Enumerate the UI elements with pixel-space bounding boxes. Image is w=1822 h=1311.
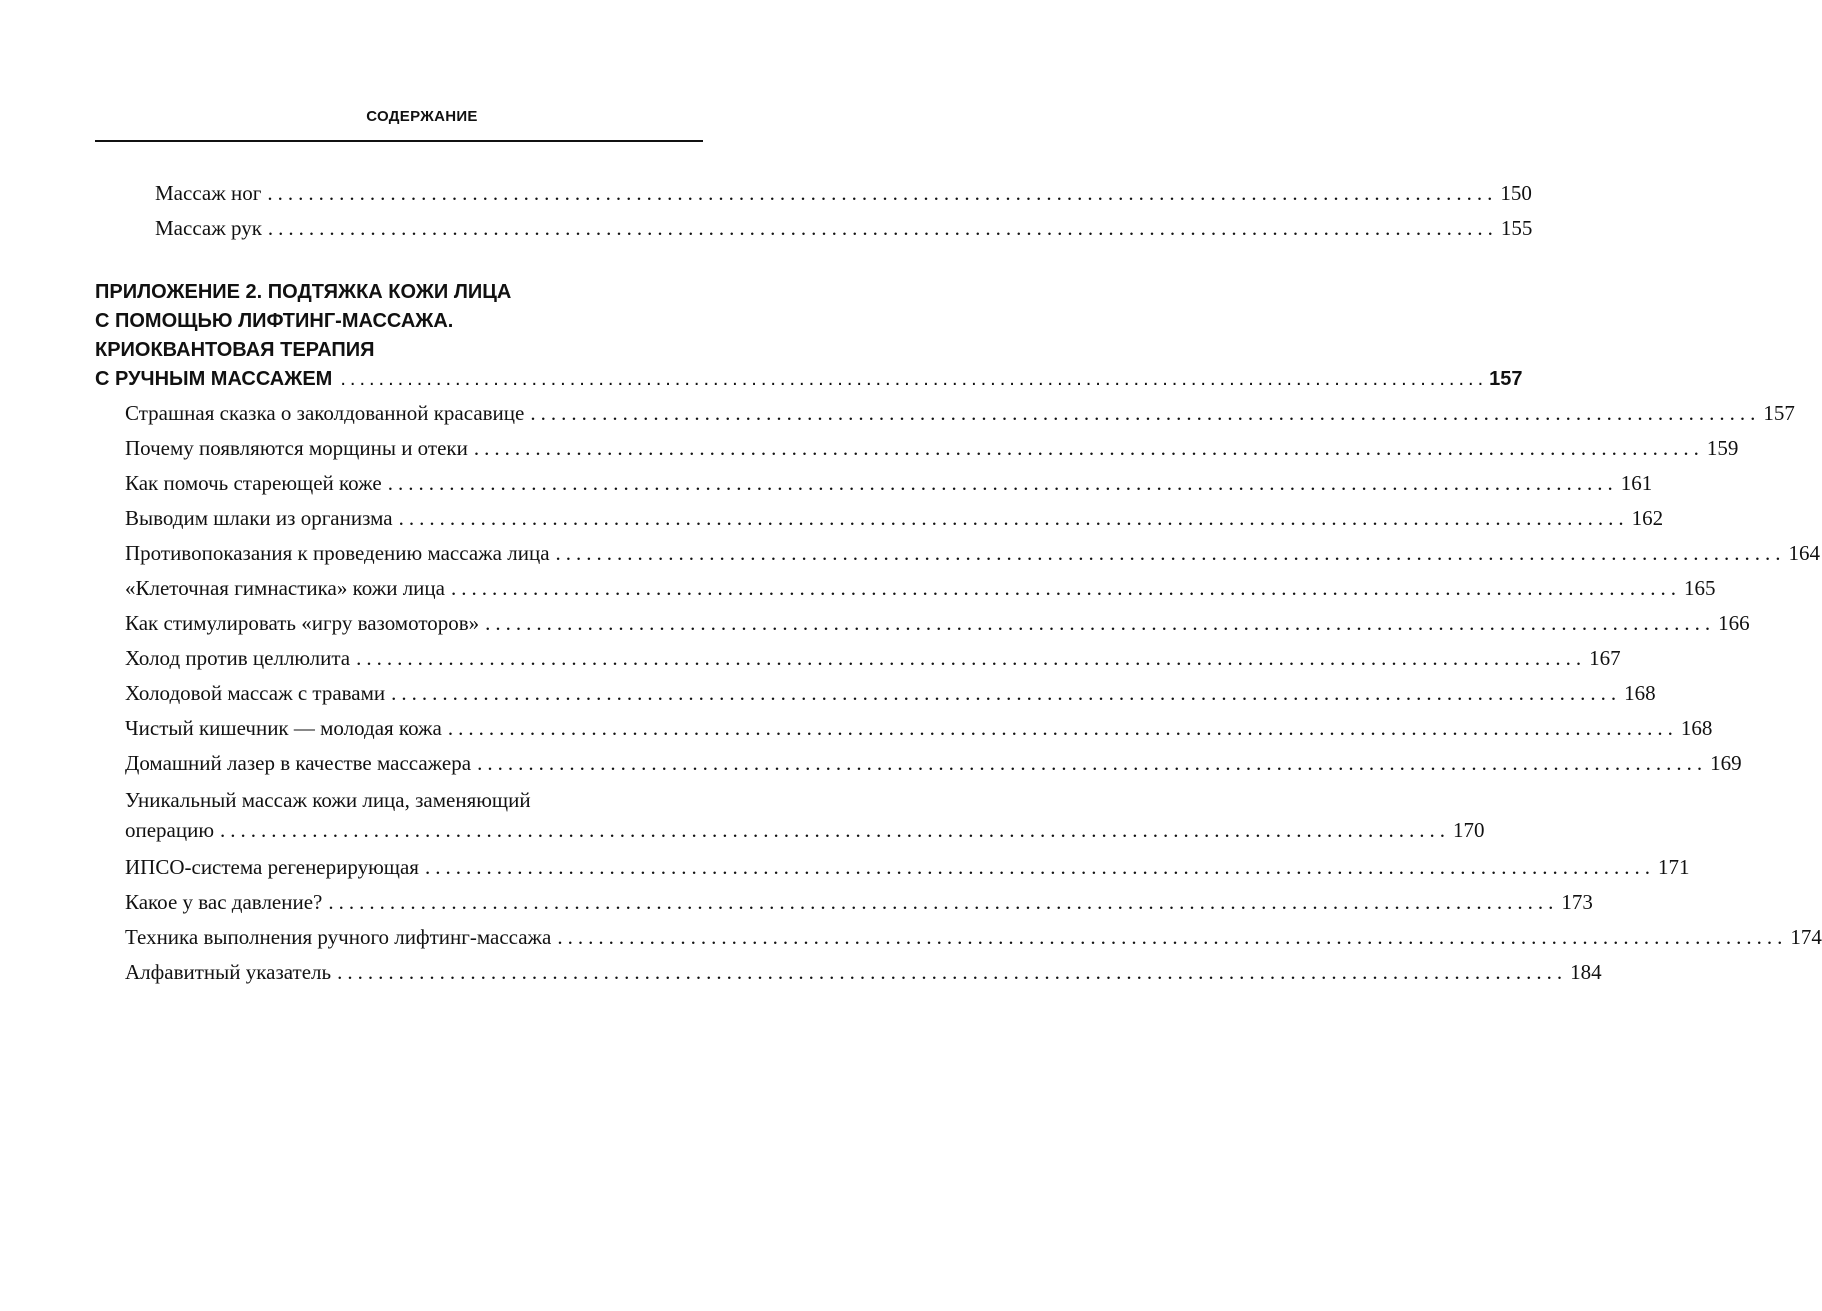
toc-entry-title: Как стимулировать «игру вазомоторов» bbox=[125, 611, 480, 635]
toc-entry-page: 161 bbox=[1620, 471, 1653, 495]
toc-entry bbox=[125, 536, 1821, 571]
toc-entry bbox=[125, 431, 1739, 466]
toc-entry bbox=[125, 885, 1593, 920]
toc-entry bbox=[125, 606, 1750, 641]
dot-leader: ........................................................................................................................ bbox=[391, 681, 1622, 705]
toc-entry bbox=[125, 501, 1664, 536]
running-header: СОДЕРЖАНИЕ bbox=[366, 108, 478, 125]
toc-entry-title-first-line: Уникальный массаж кожи лица, заменяющий bbox=[125, 788, 531, 812]
toc-entry-title: Противопоказания к проведению массажа лица bbox=[125, 541, 550, 565]
dot-leader: ........................................................................................................................ bbox=[555, 541, 1786, 565]
toc-entry-title: ИПСО-система регенерирующая bbox=[125, 855, 419, 879]
appendix-title-line: С РУЧНЫМ МАССАЖЕМ bbox=[95, 368, 333, 390]
dot-leader: ........................................................................................................................ bbox=[337, 960, 1568, 984]
toc-entry-title: Холодовой массаж с травами bbox=[125, 681, 386, 705]
toc-entry-title: Холод против целлюлита bbox=[125, 646, 351, 670]
toc-entry bbox=[125, 571, 1716, 606]
toc-entry-page: 184 bbox=[1570, 960, 1602, 984]
dot-leader: ........................................................................................................................ bbox=[220, 818, 1451, 842]
appendix-title-line: С ПОМОЩЬЮ ЛИФТИНГ-МАССАЖА. bbox=[95, 310, 454, 332]
dot-leader: ........................................................................................................................ bbox=[267, 216, 1498, 240]
toc-entry-page: 162 bbox=[1631, 506, 1664, 530]
toc-entry bbox=[125, 396, 1795, 431]
dot-leader: ........................................................................................................................ bbox=[473, 436, 1704, 460]
dot-leader: ........................................................................................................................ bbox=[387, 471, 1618, 495]
toc-entry-title: Какое у вас давление? bbox=[125, 890, 323, 914]
toc-entry-page: 174 bbox=[1790, 925, 1822, 949]
toc-entry-title: Массаж рук bbox=[155, 216, 262, 240]
toc-entry-title: Страшная сказка о заколдованной красавице bbox=[125, 401, 525, 425]
toc-entry-page: 166 bbox=[1718, 611, 1750, 635]
toc-entry-title: Почему появляются морщины и отеки bbox=[125, 436, 468, 460]
toc-entry bbox=[125, 711, 1713, 746]
toc-entry-title-last-line: операцию bbox=[125, 818, 215, 842]
dot-leader: ........................................................................................................................ bbox=[398, 506, 1629, 530]
toc-entry bbox=[155, 176, 1532, 211]
toc-entry-page: 170 bbox=[1453, 818, 1485, 842]
toc-entry-title: Чистый кишечник — молодая кожа bbox=[125, 716, 442, 740]
toc-entry bbox=[125, 641, 1621, 676]
toc-entry-page: 167 bbox=[1589, 646, 1621, 670]
toc-entry-page: 157 bbox=[1763, 401, 1795, 425]
toc-entry bbox=[125, 815, 1485, 845]
toc-entry bbox=[125, 920, 1822, 955]
dot-leader: ........................................................................................................................ bbox=[485, 611, 1716, 635]
dot-leader: ........................................................................................................................ bbox=[267, 181, 1498, 205]
dot-leader: ........................................................................................................................ bbox=[356, 646, 1587, 670]
toc-entry-title: Выводим шлаки из организма bbox=[125, 506, 393, 530]
toc-entry-page: 168 bbox=[1624, 681, 1656, 705]
toc-entry bbox=[155, 211, 1533, 246]
appendix-title-line: ПРИЛОЖЕНИЕ 2. ПОДТЯЖКА КОЖИ ЛИЦА bbox=[95, 281, 512, 303]
appendix-title-line: КРИОКВАНТОВАЯ ТЕРАПИЯ bbox=[95, 339, 375, 361]
dot-leader: ........................................................................................................................ bbox=[477, 751, 1708, 775]
dot-leader: ........................................................................................................................ bbox=[530, 401, 1761, 425]
toc-entry-page: 168 bbox=[1680, 716, 1713, 740]
dot-leader: ........................................................................................................................ bbox=[450, 576, 1681, 600]
header-rule bbox=[95, 140, 703, 142]
toc-entry-title: Техника выполнения ручного лифтинг-массажа bbox=[125, 925, 552, 949]
toc-entry-page: 155 bbox=[1500, 216, 1533, 240]
appendix-page: 157 bbox=[1489, 368, 1523, 390]
dot-leader: ........................................................................................................................ bbox=[424, 855, 1655, 879]
toc-entry bbox=[125, 466, 1653, 501]
toc-entry bbox=[125, 676, 1656, 711]
toc-entry-title: «Клеточная гимнастика» кожи лица bbox=[125, 576, 445, 600]
toc-entry bbox=[125, 850, 1690, 885]
top-entries bbox=[155, 176, 1533, 246]
dot-leader: ........................................................................................................................ bbox=[557, 925, 1788, 949]
toc-entry-page: 173 bbox=[1561, 890, 1593, 914]
toc-entry-title: Массаж ног bbox=[155, 181, 262, 205]
toc-entry-page: 164 bbox=[1788, 541, 1821, 565]
appendix-heading bbox=[95, 278, 1523, 394]
appendix-title-last-row bbox=[95, 365, 1523, 394]
dot-leader: ........................................................................................................................ bbox=[328, 890, 1559, 914]
toc-entry-page: 159 bbox=[1706, 436, 1739, 460]
appendix-entries bbox=[125, 396, 1822, 990]
dot-leader: ........................................................................................................................ bbox=[447, 716, 1678, 740]
dot-leader: ........................................................................................................................ bbox=[340, 368, 1488, 390]
toc-entry bbox=[125, 746, 1742, 781]
toc-entry-page: 169 bbox=[1710, 751, 1742, 775]
toc-entry-page: 171 bbox=[1657, 855, 1690, 879]
toc-entry-title: Как помочь стареющей коже bbox=[125, 471, 382, 495]
toc-entry-title: Домашний лазер в качестве массажера bbox=[125, 751, 472, 775]
toc-entry-page: 165 bbox=[1683, 576, 1716, 600]
toc-entry-title: Алфавитный указатель bbox=[125, 960, 332, 984]
toc-entry bbox=[125, 955, 1602, 990]
toc-entry-page: 150 bbox=[1500, 181, 1532, 205]
